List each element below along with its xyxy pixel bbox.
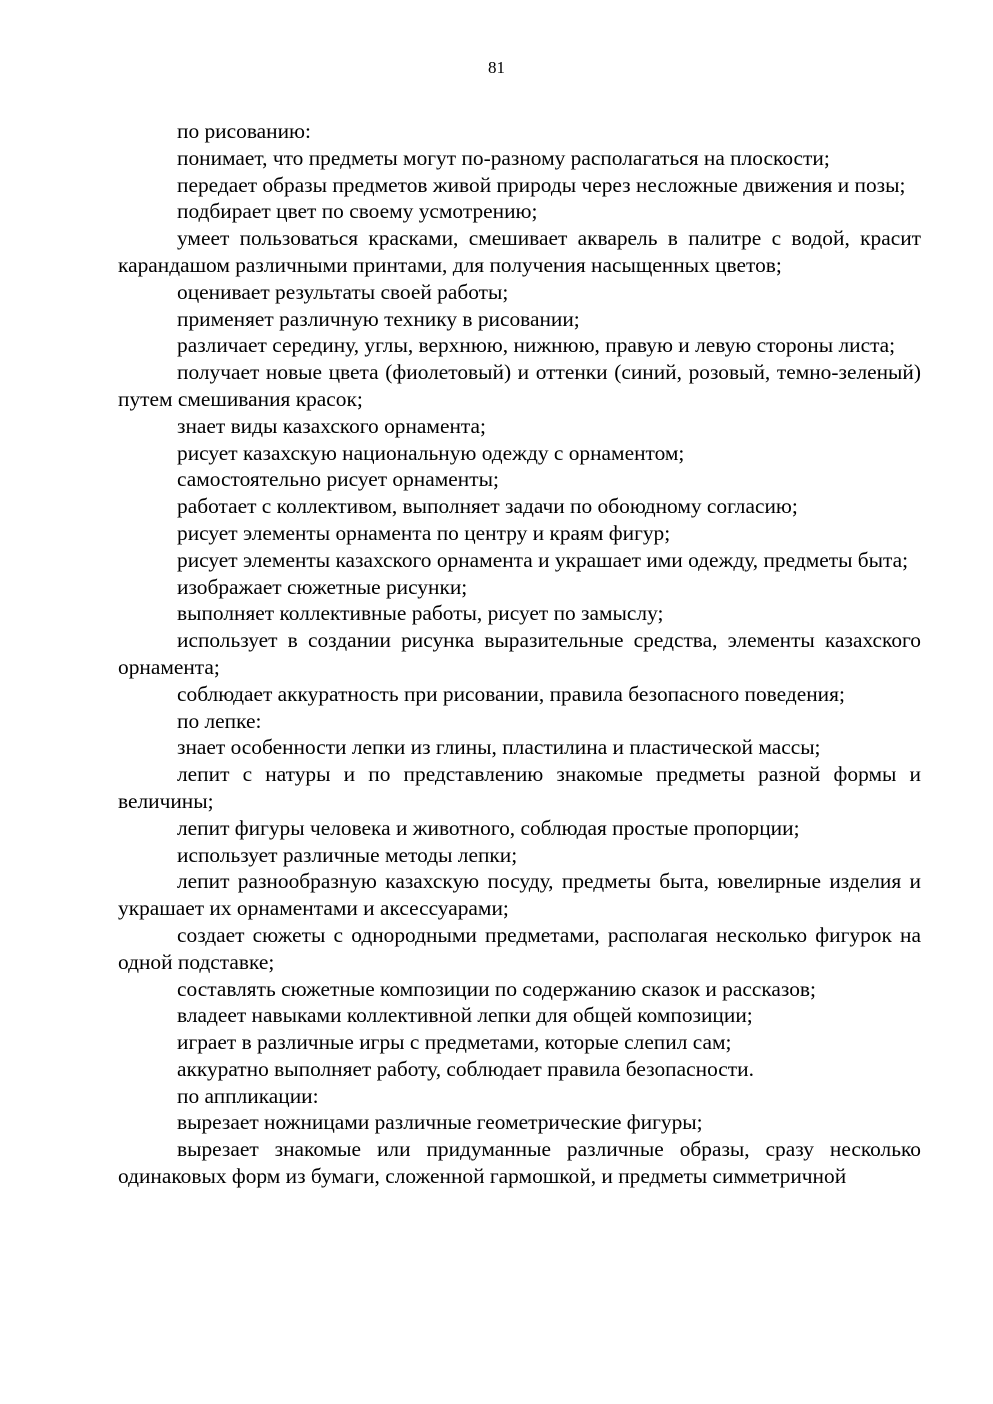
paragraph: составлять сюжетные композиции по содержанию сказок и рассказов; [177,976,816,1001]
paragraph: по рисованию: [177,119,311,143]
paragraph: рисует казахскую национальную одежду с орнаментом; [177,440,685,465]
paragraph: лепит разнообразную казахскую посуду, предметы быта, ювелирные изделия и украшает их орнаментами и аксессуарами; [118,869,921,921]
paragraph: применяет различную технику в рисовании; [177,306,580,331]
paragraph: выполняет коллективные работы, рисует по замыслу; [177,601,664,626]
paragraph: передает образы предметов живой природы через несложные движения и позы; [177,172,906,197]
paragraph: соблюдает аккуратность при рисовании, правила безопасного поведения; [177,681,845,706]
paragraph: рисует элементы казахского орнамента и украшает ими одежду, предметы быта; [177,547,909,572]
paragraph: вырезает ножницами различные геометрические фигуры; [177,1110,703,1135]
paragraph: создает сюжеты с однородными предметами, располагая несколько фигурок на одной подставке; [118,922,921,974]
paragraph: получает новые цвета (фиолетовый) и оттенки (синий, розовый, темно-зеленый) путем смешивания красок; [118,360,921,411]
paragraph: лепит фигуры человека и животного, соблюдая простые пропорции; [177,815,800,840]
paragraph: различает середину, углы, верхнюю, нижнюю, правую и левую стороны листа; [177,333,896,358]
paragraph: подбирает цвет по своему усмотрению; [177,199,538,224]
paragraph: умеет пользоваться красками, смешивает акварель в палитре с водой, красит карандашом различными принтами, для получения насыщенных цветов; [118,226,921,277]
paragraph: лепит с натуры и по представлению знакомые предметы разной формы и величины; [118,762,921,813]
paragraph: понимает, что предметы могут по-разному располагаться на плоскости; [177,145,830,170]
paragraph: использует в создании рисунка выразительные средства, элементы казахского орнамента; [118,628,921,679]
paragraph: изображает сюжетные рисунки; [177,574,468,599]
paragraph: знает виды казахского орнамента; [177,413,486,438]
paragraph: оценивает результаты своей работы; [177,279,509,304]
paragraph: использует различные методы лепки; [177,842,518,867]
page-number: 81 [488,58,505,77]
paragraph: самостоятельно рисует орнаменты; [177,467,499,492]
paragraph: по лепке: [177,708,262,733]
paragraph: по аппликации: [177,1083,319,1108]
paragraph: владеет навыками коллективной лепки для общей композиции; [177,1003,753,1028]
paragraph: играет в различные игры с предметами, которые слепил сам; [177,1030,732,1055]
paragraph: вырезает знакомые или придуманные различные образы, сразу несколько одинаковых форм из бумаги, сложенной гармошкой, и предметы симметричной [118,1137,921,1189]
paragraph: работает с коллективом, выполняет задачи по обоюдному согласию; [177,494,798,519]
paragraph: знает особенности лепки из глины, пластилина и пластической массы; [177,735,821,760]
paragraph: рисует элементы орнамента по центру и краям фигур; [177,520,671,545]
paragraph: аккуратно выполняет работу, соблюдает правила безопасности. [177,1056,754,1081]
document-body [118,118,921,1190]
